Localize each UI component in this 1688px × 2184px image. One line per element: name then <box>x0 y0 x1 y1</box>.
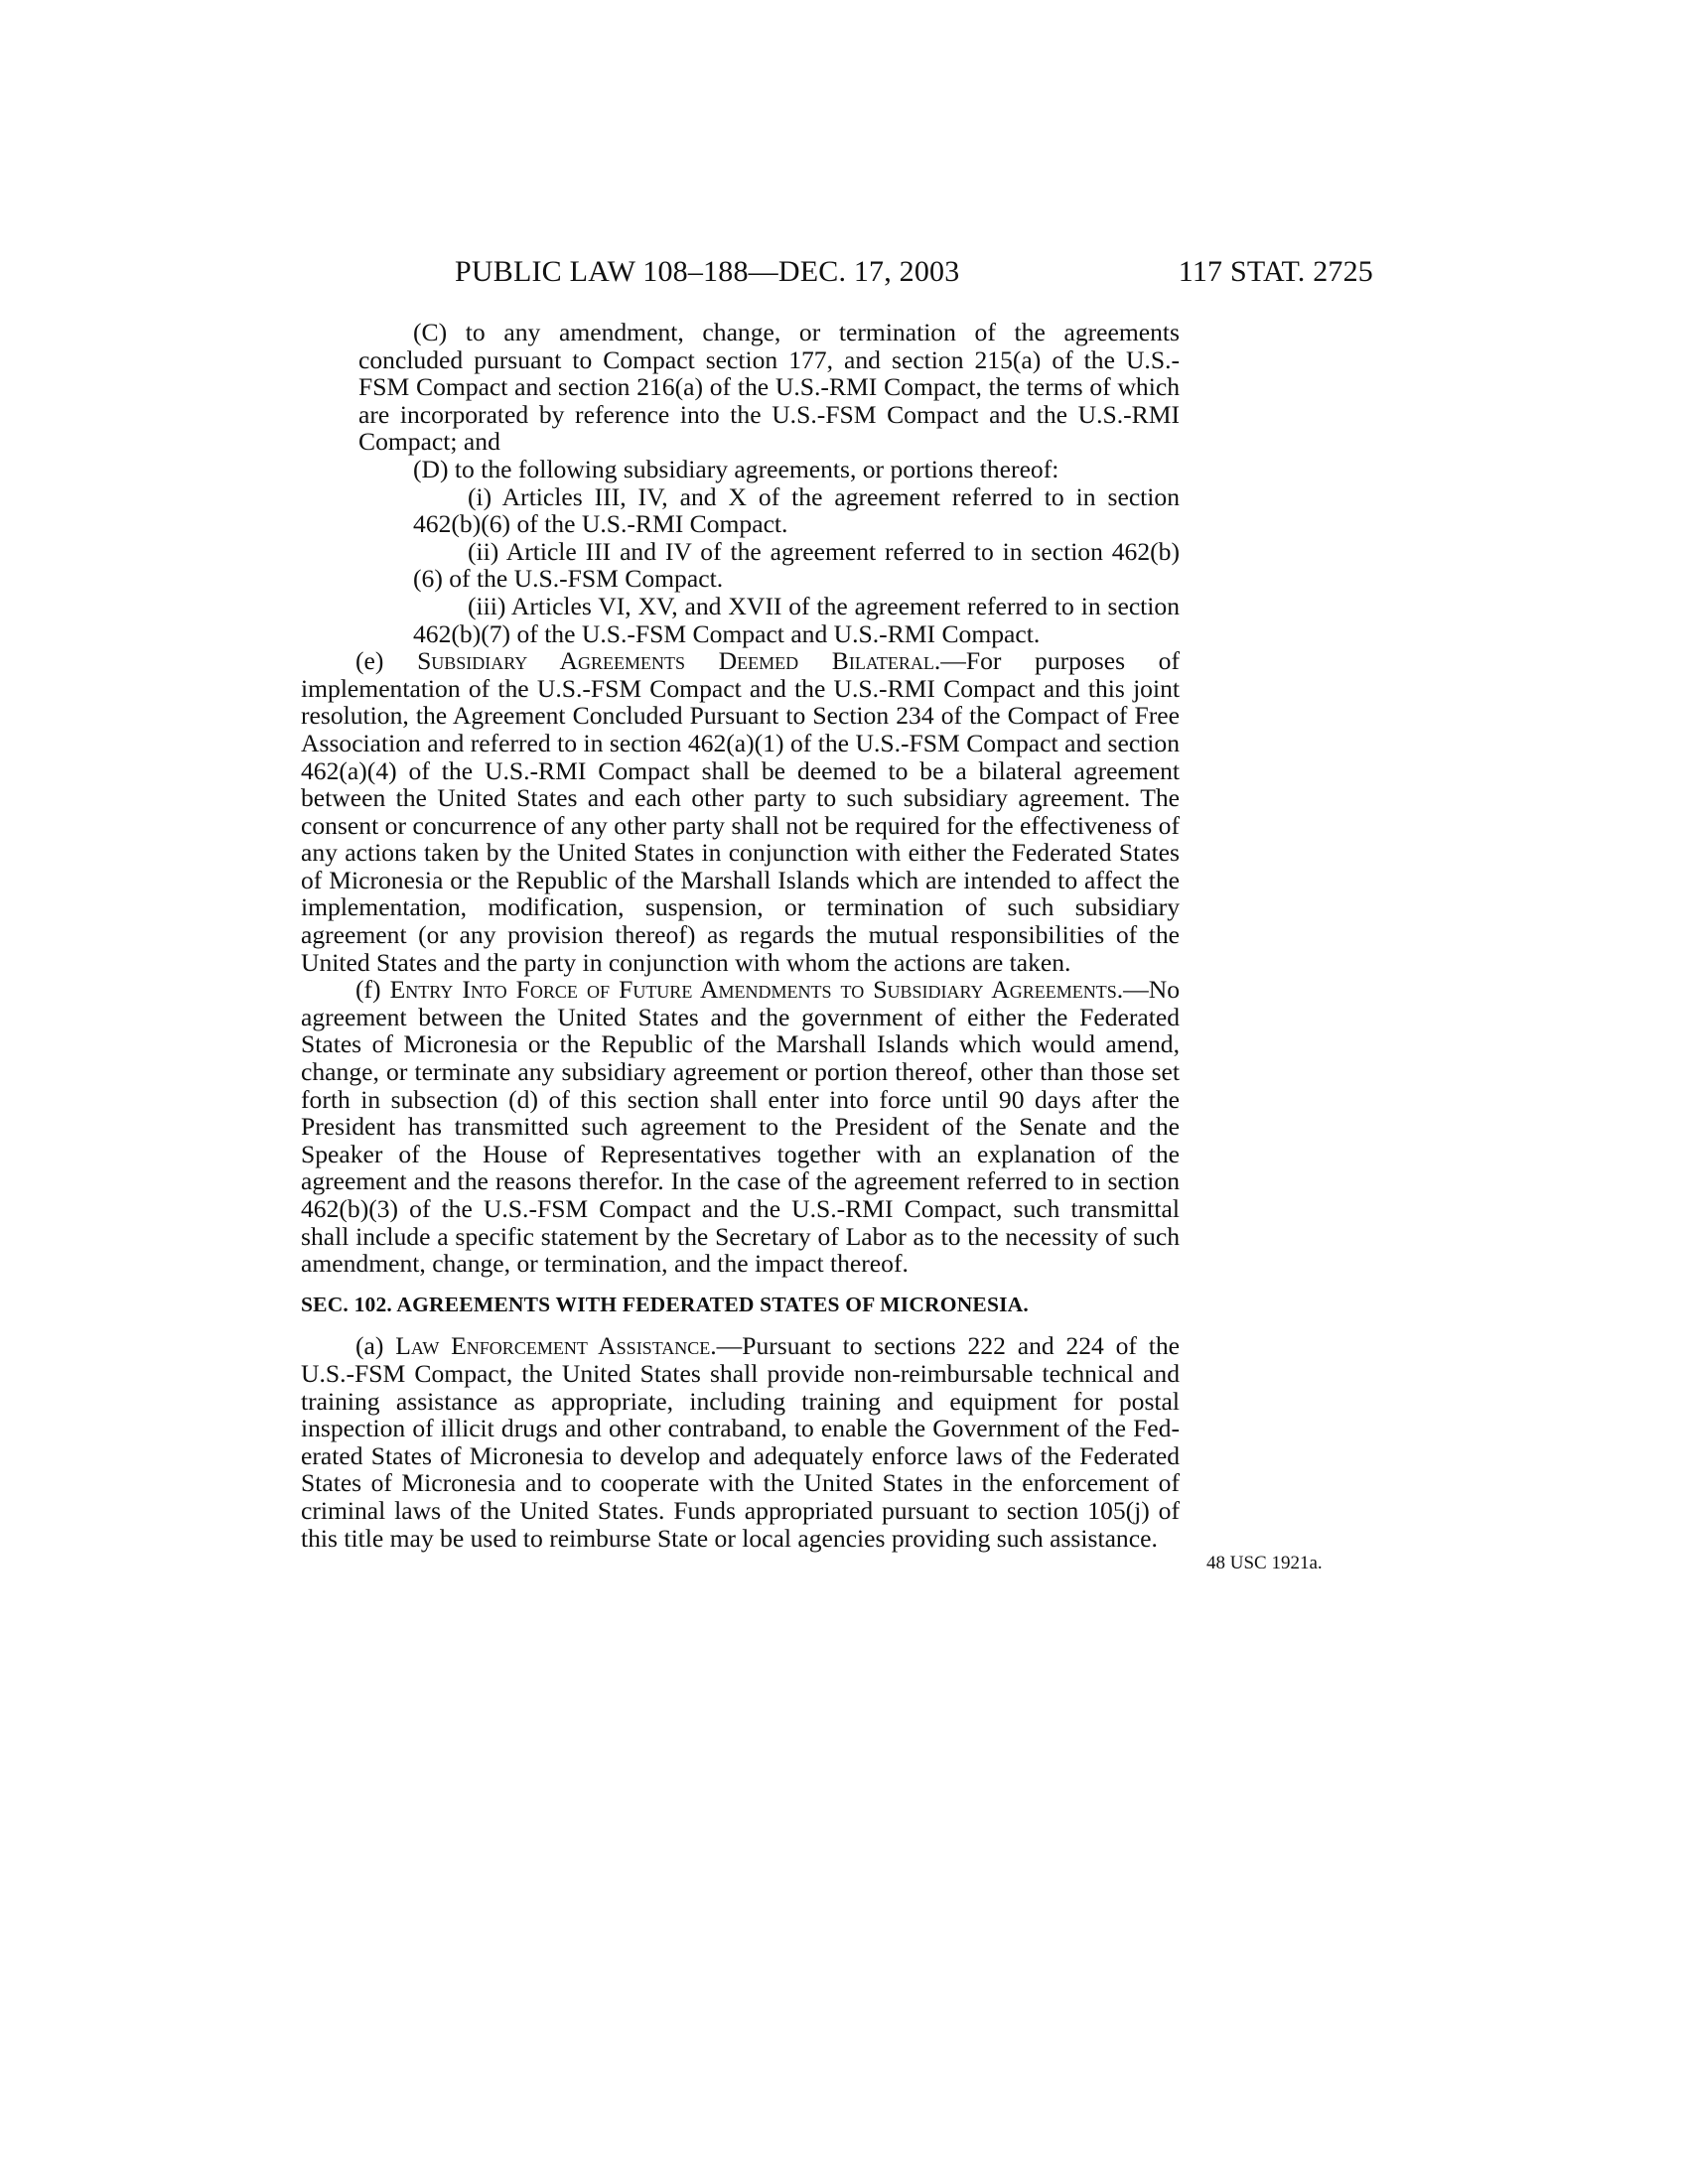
header-title: PUBLIC LAW 108–188—DEC. 17, 2003 <box>455 255 960 288</box>
clause-d: (D) to the following subsidiary agreements, or portions thereof: <box>413 454 1059 483</box>
section-102-heading: SEC. 102. AGREEMENTS WITH FEDERATED STATES OF MICRONESIA. <box>301 1292 1029 1316</box>
subsection-e-label: (e) <box>355 646 418 676</box>
subsection-f <box>301 976 1180 1278</box>
clause-c: (C) to any amendment, change, or termination of the agreements concluded pursuant to Compact section 177, and section 215(a) of the U.S.-FSM Compact and section 216(a) of the U.S.-RMI Compact, the terms of which are incorporated by reference into the U.S.-FSM Compact and the U.S.-RMI Compact; and <box>358 318 1180 457</box>
item-ii: (ii) Article III and IV of the agreement referred to in section 462(b)(6) of the U.S.-FSM Compact. <box>413 536 1180 594</box>
subsection-e-text: —For purposes of implementation of the U.S.-FSM Compact and the U.S.-RMI Compact and this joint resolution, the Agreement Concluded Pursuant to Section 234 of the Compact of Free Association and referred to in section 462(a)(1) of the U.S.-FSM Compact and section 462(a)(4) of the U.S.-RMI Compact shall be deemed to be a bilateral agreement between the United States and each other party to such subsidiary agreement. The consent or concurrence of any other party shall not be required for the effectiveness of any actions taken by the United States in conjunction with either the Federated States of Micronesia or the Republic of the Marshall Islands which are intended to affect the implementation, modification, suspension, or termination of such subsidiary agreement (or any provision thereof) as regards the mutual responsibilities of the United States and the party in conjunction with whom the actions are taken. <box>301 646 1180 977</box>
running-header <box>298 252 1390 292</box>
section-102-a-label: (a) <box>355 1331 396 1361</box>
item-i: (i) Articles III, IV, and X of the agreement referred to in section 462(b)(6) of the U.S.-RMI Compact. <box>413 481 1180 539</box>
usc-margin-note: 48 USC 1921a. <box>1206 1553 1323 1573</box>
subsection-f-text: —No agreement between the United States and the government of either the Federated States of Micronesia or the Republic of the Marshall Islands which would amend, change, or terminate any subsidiary agreement or portion thereof, other than those set forth in subsection (d) of this section shall enter into force until 90 days after the President has transmitted such agreement to the President of the Senate and the Speaker of the House of Representatives together with an explanation of the agreement and the reasons therefor. In the case of the agreement referred to in section 462(b)(3) of the U.S.-FSM Compact and the U.S.-RMI Compact, such transmittal shall include a specific statement by the Secretary of Labor as to the necessity of such amendment, change, or termination, and the impact thereof. <box>301 975 1180 1279</box>
item-iii: (iii) Articles VI, XV, and XVII of the agreement referred to in section 462(b)(7) of the U.S.-FSM Compact and U.S.-RMI Compact. <box>413 591 1180 648</box>
document-body <box>301 319 1180 1552</box>
section-102-a-heading: Law Enforcement Assistance. <box>395 1331 717 1361</box>
header-page-number: 117 STAT. 2725 <box>1178 255 1373 288</box>
section-102-a-text: —Pursuant to sections 222 and 224 of the U.S.-FSM Compact, the United States shall provide non-reimbursable technical and training assistance as appropriate, including training and equipment for postal inspection of illicit drugs and other contraband, to enable the Government of the Federated States of Micronesia to develop and adequately enforce laws of the Federated States of Micronesia and to cooperate with the United States in the enforcement of criminal laws of the United States. Funds appropriated pursuant to section 105(j) of this title may be used to reimburse State or local agencies providing such assistance. <box>301 1331 1181 1553</box>
subsection-f-label: (f) <box>355 975 390 1005</box>
section-102-subsection-a <box>301 1332 1180 1552</box>
subsection-e <box>301 647 1180 976</box>
subsection-f-heading: Entry Into Force of Future Amendments to Subsidiary Agreements. <box>389 975 1124 1005</box>
subsection-e-heading: Subsidiary Agreements Deemed Bilateral. <box>417 646 941 676</box>
